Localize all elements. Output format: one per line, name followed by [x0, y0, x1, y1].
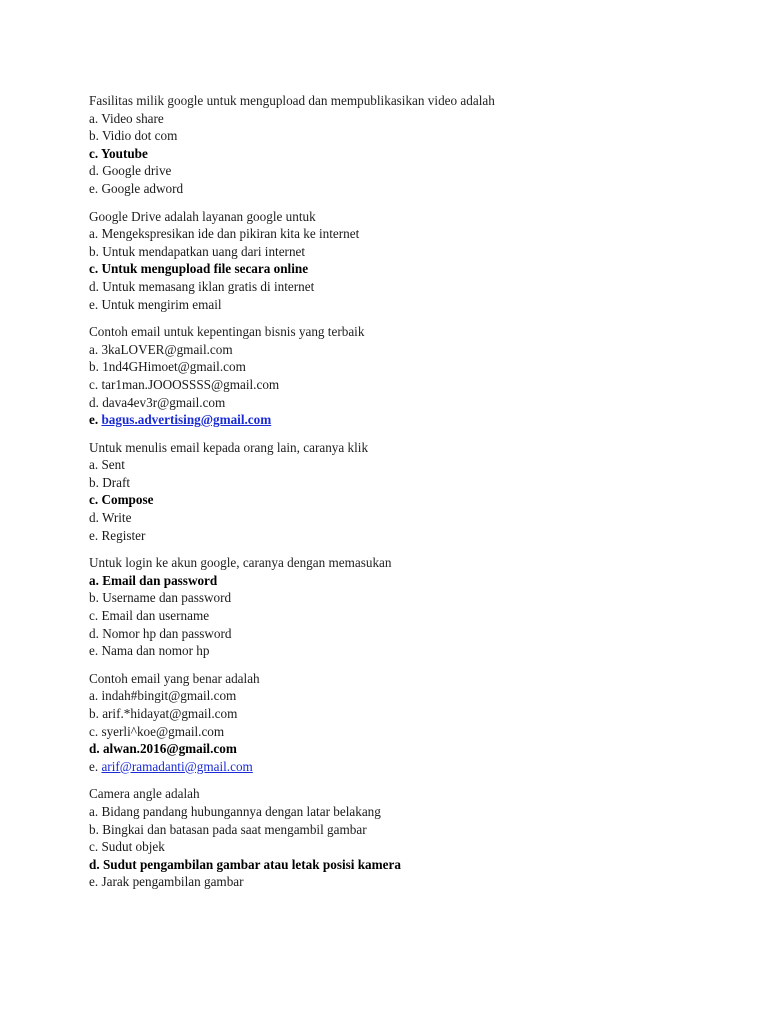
- option-text: Sent: [101, 457, 125, 473]
- option-text: Untuk memasang iklan gratis di internet: [102, 278, 315, 294]
- option-text: Register: [101, 527, 146, 543]
- question-2: [89, 208, 729, 314]
- option-d: [89, 394, 729, 412]
- option-text: Untuk mengupload file secara online: [101, 261, 309, 277]
- question-text: Untuk login ke akun google, caranya dengan memasukan: [89, 555, 392, 571]
- option-letter: b.: [89, 243, 99, 259]
- option-letter: e.: [89, 643, 99, 659]
- option-c-correct: [89, 260, 729, 278]
- option-letter: a.: [89, 226, 99, 242]
- option-text: syerli^koe@gmail.com: [101, 723, 225, 739]
- option-b: [89, 358, 729, 376]
- question-4: [89, 439, 729, 545]
- option-b: [89, 127, 729, 145]
- option-d: [89, 278, 729, 296]
- option-letter: d.: [89, 278, 99, 294]
- option-letter: c.: [89, 608, 99, 624]
- option-c: [89, 838, 729, 856]
- option-letter: b.: [89, 706, 99, 721]
- option-c: [89, 723, 729, 741]
- option-text: 1nd4GHimoet@gmail.com: [102, 359, 246, 375]
- question-1: [89, 92, 729, 198]
- email-link[interactable]: arif@ramadanti@gmail.com: [101, 758, 253, 774]
- option-d-correct: [89, 856, 729, 874]
- option-text: Nomor hp dan password: [102, 625, 232, 641]
- option-text: Email dan username: [101, 608, 210, 624]
- option-text: dava4ev3r@gmail.com: [102, 394, 226, 410]
- option-text: Draft: [102, 474, 131, 490]
- option-b: [89, 243, 729, 261]
- option-letter: c.: [89, 723, 99, 739]
- option-e: [89, 642, 729, 660]
- question-text: Google Drive adalah layanan google untuk: [89, 208, 316, 224]
- option-b: [89, 474, 729, 492]
- question-text: Contoh email untuk kepentingan bisnis yang terbaik: [89, 324, 365, 340]
- option-text: alwan.2016@gmail.com: [102, 741, 237, 757]
- option-b: [89, 821, 729, 839]
- option-text: Google adword: [101, 180, 184, 196]
- option-c: [89, 607, 729, 625]
- option-c-correct: [89, 491, 729, 509]
- option-letter: c.: [89, 145, 99, 161]
- option-text: Write: [101, 510, 132, 526]
- option-text: Youtube: [100, 145, 148, 161]
- option-a: [89, 803, 729, 821]
- option-text: Video share: [101, 110, 164, 126]
- option-b: [89, 705, 729, 723]
- option-letter: e.: [89, 527, 99, 543]
- option-letter: d.: [89, 510, 99, 526]
- option-text: Vidio dot com: [101, 128, 178, 144]
- option-text: Compose: [101, 492, 154, 508]
- option-text: Sudut objek: [101, 839, 165, 855]
- option-text: Email dan password: [102, 572, 218, 588]
- option-letter: c.: [89, 492, 99, 508]
- option-d-correct: [89, 740, 729, 758]
- option-d: [89, 625, 729, 643]
- option-letter: e.: [89, 296, 99, 312]
- document-page: [89, 92, 729, 901]
- option-a: [89, 687, 729, 705]
- question-5: [89, 554, 729, 660]
- option-c: [89, 376, 729, 394]
- option-letter: a.: [89, 688, 99, 704]
- option-a: [89, 110, 729, 128]
- option-text: Bingkai dan batasan pada saat mengambil gambar: [102, 821, 367, 837]
- option-e: [89, 758, 729, 776]
- option-letter: a.: [89, 341, 99, 357]
- option-letter: d.: [89, 741, 100, 757]
- question-text: Contoh email yang benar adalah: [89, 670, 260, 686]
- question-text: Camera angle adalah: [89, 786, 200, 802]
- option-letter: a.: [89, 457, 99, 473]
- option-a-correct: [89, 572, 729, 590]
- option-c-correct: [89, 145, 729, 163]
- option-text: tar1man.JOOOSSSS@gmail.com: [101, 376, 280, 392]
- option-a: [89, 456, 729, 474]
- option-letter: c.: [89, 839, 99, 855]
- option-text: Sudut pengambilan gambar atau letak posisi kamera: [102, 856, 401, 872]
- option-letter: b.: [89, 128, 99, 144]
- option-text: 3kaLOVER@gmail.com: [101, 341, 233, 357]
- option-e: [89, 296, 729, 314]
- option-text: Mengekspresikan ide dan pikiran kita ke internet: [101, 226, 360, 242]
- option-text: Google drive: [102, 163, 172, 179]
- option-text: Untuk mendapatkan uang dari internet: [102, 243, 306, 259]
- option-d: [89, 162, 729, 180]
- option-letter: b.: [89, 359, 99, 375]
- option-letter: a.: [89, 110, 99, 126]
- option-text: Username dan password: [102, 590, 232, 606]
- option-letter: d.: [89, 394, 99, 410]
- option-letter: a.: [89, 803, 99, 819]
- option-letter: a.: [89, 572, 99, 588]
- option-text: Nama dan nomor hp: [101, 643, 210, 659]
- question-text: Fasilitas milik google untuk mengupload dan mempublikasikan video adalah: [89, 93, 495, 108]
- option-text: indah#bingit@gmail.com: [101, 688, 237, 704]
- option-letter: d.: [89, 625, 99, 641]
- option-e: [89, 527, 729, 545]
- option-letter: c.: [89, 376, 99, 392]
- option-e: [89, 180, 729, 198]
- option-letter: e.: [89, 412, 99, 428]
- option-letter: b.: [89, 474, 99, 490]
- question-6: [89, 670, 729, 776]
- option-letter: d.: [89, 856, 100, 872]
- option-e-correct: [89, 411, 729, 429]
- email-link[interactable]: bagus.advertising@gmail.com: [101, 412, 272, 428]
- option-letter: d.: [89, 163, 99, 179]
- option-letter: b.: [89, 590, 99, 606]
- question-7: [89, 785, 729, 891]
- option-a: [89, 341, 729, 359]
- option-letter: e.: [89, 758, 99, 774]
- option-text: Jarak pengambilan gambar: [101, 874, 244, 890]
- option-b: [89, 589, 729, 607]
- question-3: [89, 323, 729, 429]
- option-text: Bidang pandang hubungannya dengan latar belakang: [101, 803, 381, 819]
- option-e: [89, 873, 729, 891]
- option-letter: e.: [89, 874, 99, 890]
- option-letter: c.: [89, 261, 99, 277]
- option-text: Untuk mengirim email: [101, 296, 222, 312]
- option-letter: e.: [89, 180, 99, 196]
- option-text: arif.*hidayat@gmail.com: [102, 706, 238, 721]
- option-d: [89, 509, 729, 527]
- option-a: [89, 225, 729, 243]
- option-letter: b.: [89, 821, 99, 837]
- question-text: Untuk menulis email kepada orang lain, caranya klik: [89, 439, 369, 455]
